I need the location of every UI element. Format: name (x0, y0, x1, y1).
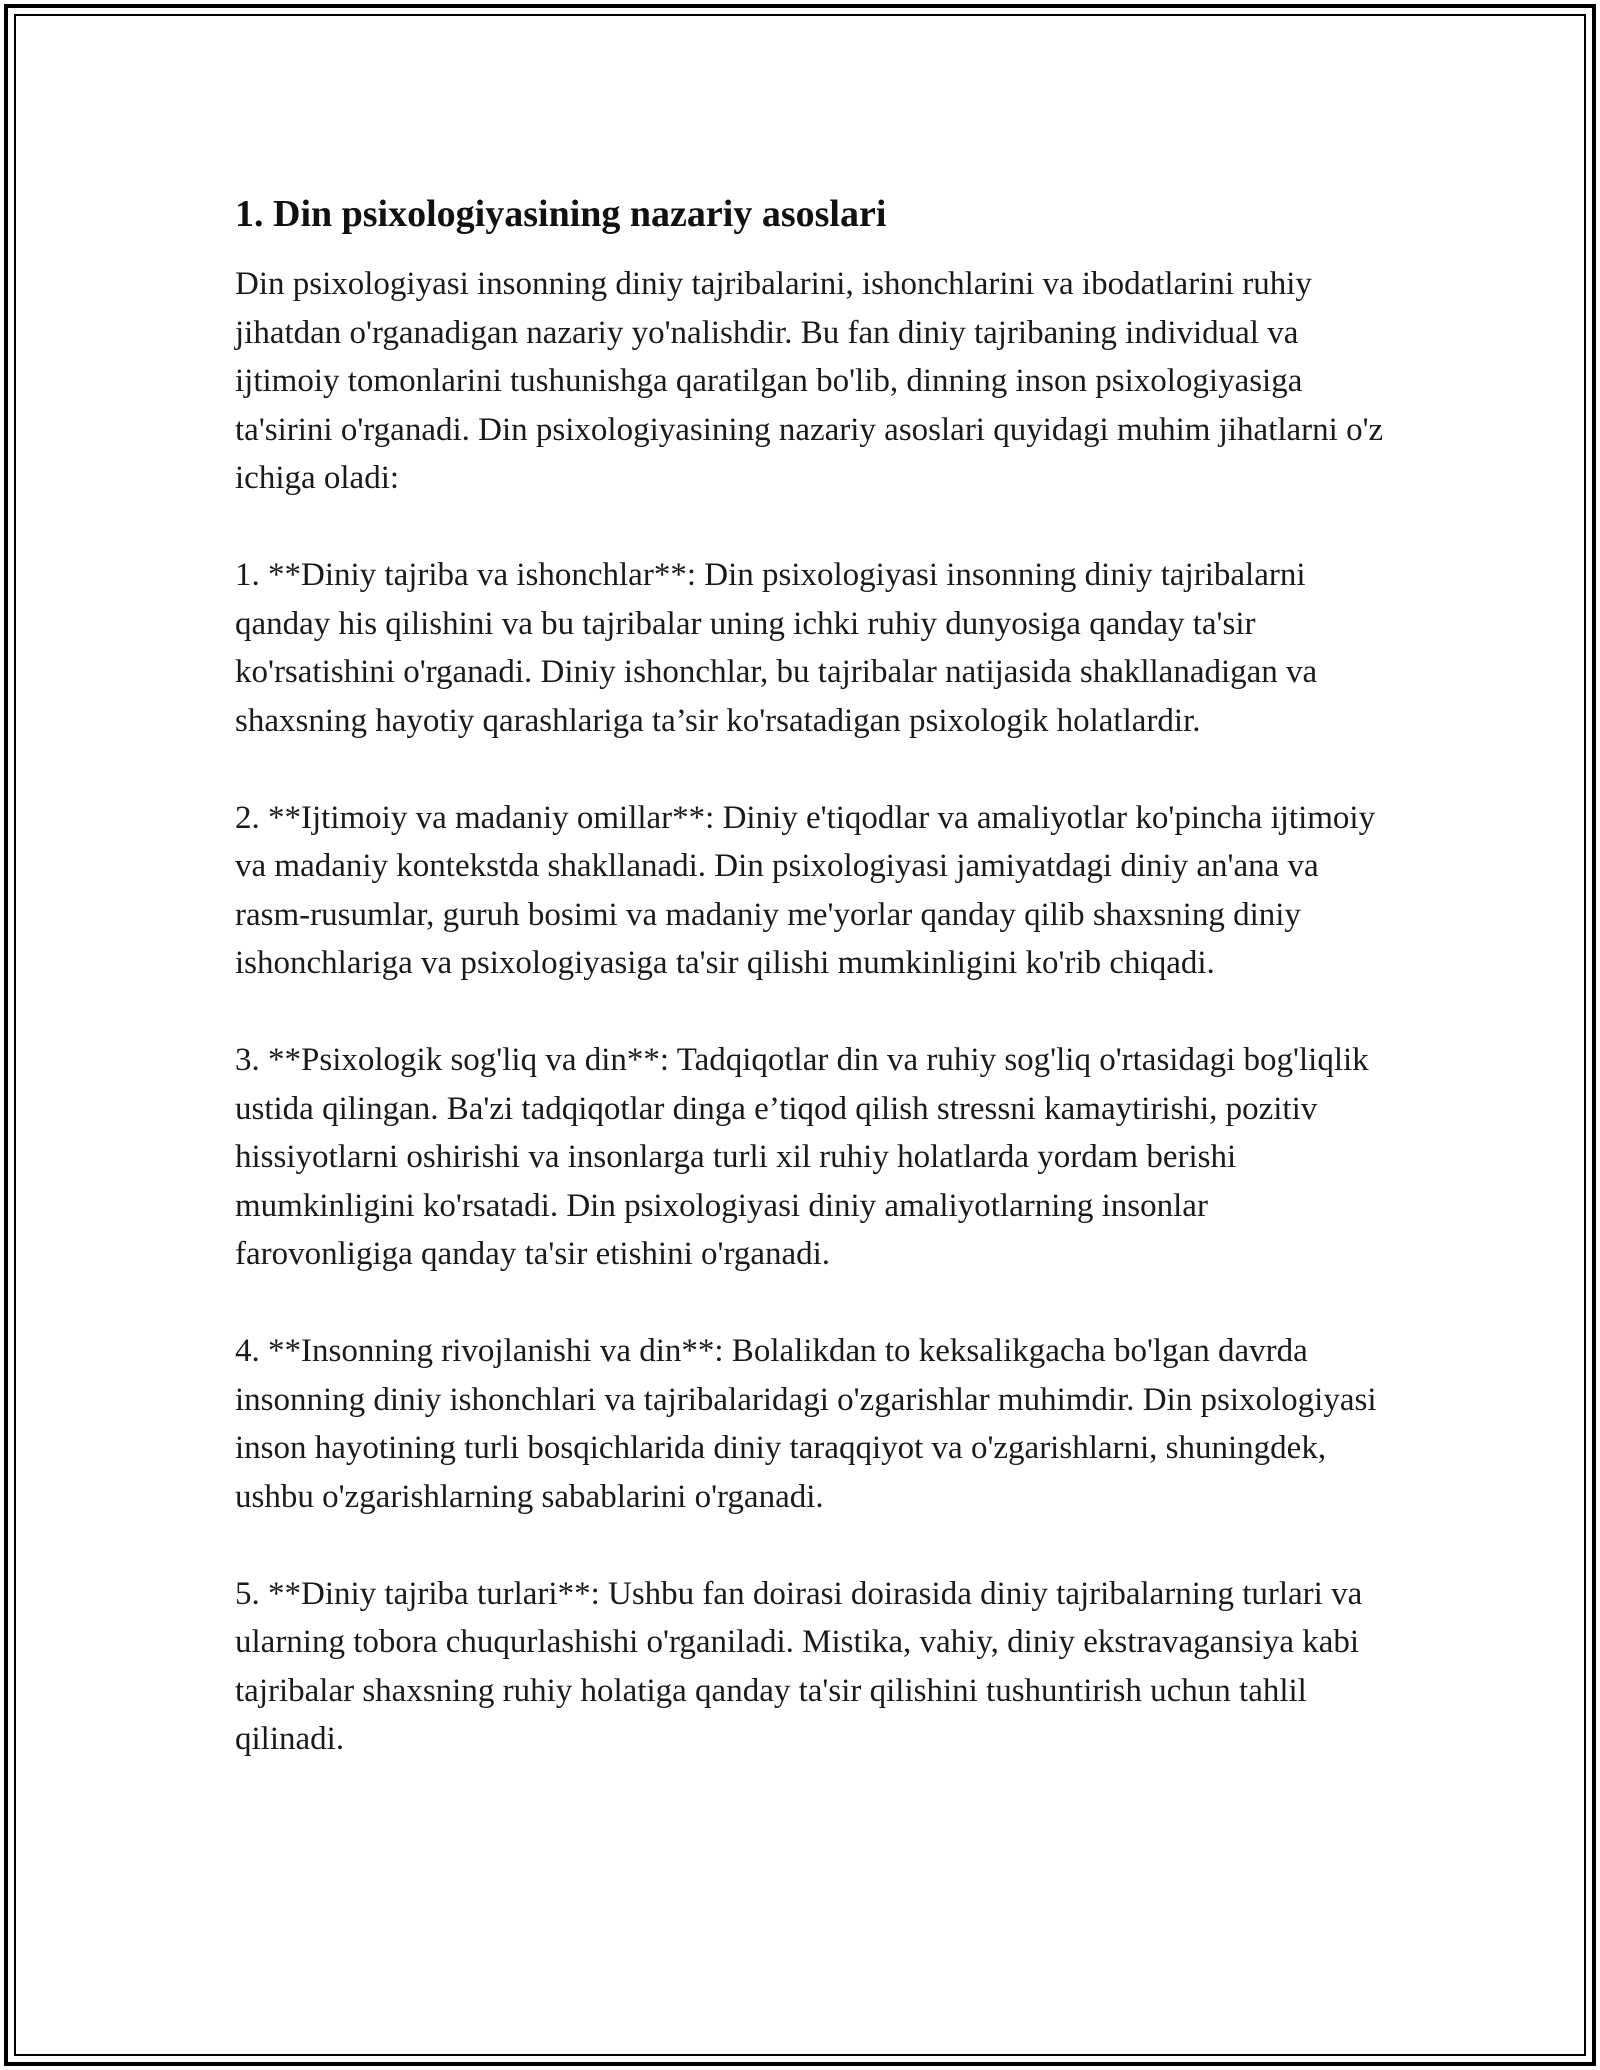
list-item-1: 1. **Diniy tajriba va ishonchlar**: Din psixologiyasi insonning diniy tajribalarni qanday his qilishini va bu tajribalar uning ichki ruhiy dunyosiga qanday ta'sir ko'rsatishini o'rganadi. Diniy ishonchlar, bu tajribalar natijasida shakllanadigan va shaxsning hayotiy qarashlariga ta’sir ko'rsatadigan psixologik holatlardir. (235, 557, 1318, 739)
section-heading: 1. Din psixologiyasining nazariy asoslari (235, 193, 887, 235)
intro-paragraph: Din psixologiyasi insonning diniy tajribalarini, ishonchlarini va ibodatlarini ruhiy jihatdan o'rganadigan nazariy yo'nalishdir. Bu fan diniy tajribaning individual va ijtimoiy tomonlarini tushunishga qaratilgan bo'lib, dinning inson psixologiyasiga ta'sirini o'rganadi. Din psixologiyasining nazariy asoslari quyidagi muhim jihatlarni o'z ichiga oladi: (235, 266, 1384, 496)
list-item-4: 4. **Insonning rivojlanishi va din**: Bolalikdan to keksalikgacha bo'lgan davrda insonning diniy ishonchlari va tajribalaridagi o'zgarishlar muhimdir. Din psixologiyasi inson hayotining turli bosqichlarida diniy taraqqiyot va o'zgarishlarni, shuningdek, ushbu o'zgarishlarning sabablarini o'rganadi. (235, 1333, 1377, 1515)
list-item-5: 5. **Diniy tajriba turlari**: Ushbu fan doirasi doirasida diniy tajribalarning turlari va ularning tobora chuqurlashishi o'rganiladi. Mistika, vahiy, diniy ekstravagansiya kabi tajribalar shaxsning ruhiy holatiga qanday ta'sir qilishini tushuntirish uchun tahlil qilinadi. (235, 1575, 1363, 1757)
list-item-3: 3. **Psixologik sog'liq va din**: Tadqiqotlar din va ruhiy sog'liq o'rtasidagi bog'liqlik ustida qilingan. Ba'zi tadqiqotlar dinga e’tiqod qilish stressni kamaytirishi, pozitiv hissiyotlarni oshirishi va insonlarga turli xil ruhiy holatlarda yordam berishi mumkinligini ko'rsatadi. Din psixologiyasi diniy amaliyotlarning insonlar farovonligiga qanday ta'sir etishini o'rganadi. (235, 1042, 1369, 1272)
list-item-2: 2. **Ijtimoiy va madaniy omillar**: Diniy e'tiqodlar va amaliyotlar ko'pincha ijtimoiy va madaniy kontekstda shakllanadi. Din psixologiyasi jamiyatdagi diniy an'ana va rasm-rusumlar, guruh bosimi va madaniy me'yorlar qanday qilib shaxsning diniy ishonchlariga va psixologiyasiga ta'sir qilishi mumkinligini ko'rib chiqadi. (235, 799, 1376, 981)
document-body (235, 190, 1385, 1764)
